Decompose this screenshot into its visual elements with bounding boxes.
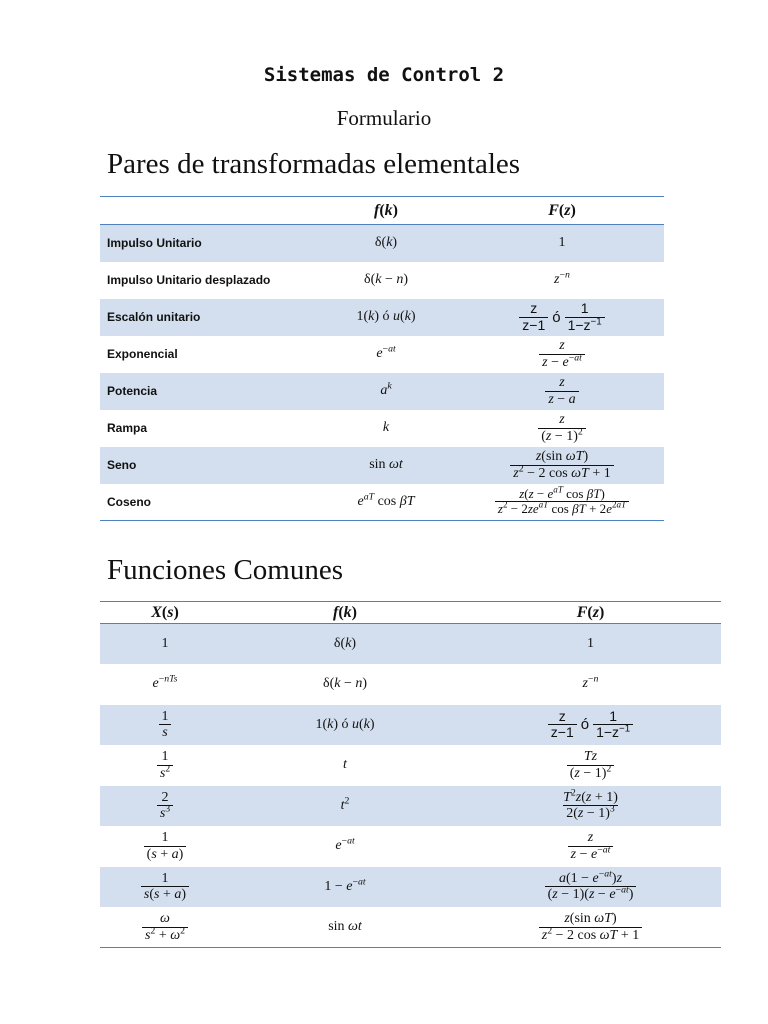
formula-fk: 1(k) ó u(k)	[312, 299, 460, 336]
row-label: Impulso Unitario	[100, 225, 312, 262]
formula-fk: δ(k)	[312, 225, 460, 262]
formula-Fz: $z^{-n}$	[582, 673, 599, 692]
formula-Fz: $\frac{z}{(z - 1)^2}$	[460, 410, 664, 447]
table-row	[100, 745, 721, 786]
formula-Fz: 1	[460, 624, 721, 665]
table-row	[100, 484, 664, 521]
table-row	[100, 624, 721, 665]
formula-Fz: $\frac{z}{z - a}$	[460, 373, 664, 410]
row-label: Coseno	[107, 494, 152, 509]
formula-fk: sin ωt	[328, 919, 362, 934]
row-label: Exponencial	[107, 347, 178, 361]
formula-Xs: 1	[100, 624, 230, 665]
row-label: Escalón unitario	[100, 299, 312, 336]
formula-Fz: $\frac{\text{z(sin ωT)}}{z^2 - 2 \cos \omega T + 1}$	[460, 447, 664, 484]
table-header-row	[100, 602, 721, 624]
table-row	[100, 336, 664, 373]
row-label: Potencia	[100, 373, 312, 410]
document-subtitle: Formulario	[336, 106, 432, 130]
formula-Xs: $\frac{1}{s}$	[100, 705, 230, 746]
document-title: Sistemas de Control 2	[263, 64, 505, 86]
row-label: Impulso Unitario desplazado	[107, 273, 271, 287]
formula-Xs: $\frac{2}{s^3}$	[100, 786, 230, 827]
formula-fk: $e^{-at}$	[335, 835, 355, 854]
header-Fz: F(z)	[460, 197, 664, 225]
formula-Xs: $e^{-nTs}$	[152, 673, 178, 692]
formula-Fz: $\frac{T^2z(z + 1)}{2(z - 1)^3}$	[460, 786, 721, 827]
formula-fk: $a^k$	[312, 373, 460, 410]
formula-fk: sin ωt	[312, 447, 460, 484]
formula-Fz: $\frac{z}{z-1}$ ó $\frac{1}{1-z^{-1}}$	[460, 299, 664, 336]
formula-Fz: $\frac{z}{z-1}$ ó $\frac{1}{1-z^{-1}}$	[460, 705, 721, 746]
table-row	[100, 705, 721, 746]
section-heading-pares: Pares de transformadas elementales	[107, 148, 521, 180]
formula-Fz: $\frac{z(z - e^{aT} \cos \beta T)}{z^2 - 2ze^{aT} \cos \beta T + 2e^{2aT}}$	[460, 484, 664, 521]
formula-Fz: $\frac{Tz}{(z - 1)^2}$	[460, 745, 721, 786]
formula-Xs: $\frac{1}{s^2}$	[100, 745, 230, 786]
table-row	[100, 826, 721, 867]
section-heading-funciones: Funciones Comunes	[107, 554, 344, 586]
table-pares-transformadas	[100, 196, 664, 521]
formula-fk: δ(k − n)	[322, 676, 368, 692]
row-label: Seno	[100, 447, 312, 484]
formula-fk: k	[382, 420, 390, 435]
formula-Xs: $\frac{\omega}{s^2 + \omega^2}$	[100, 907, 230, 948]
formula-Fz: $\frac{z}{z - e^{-at}}$	[460, 826, 721, 867]
formula-Fz: $\frac{\text{z(sin ωT)}}{z^2 - 2 \cos \omega T + 1}$	[460, 907, 721, 948]
formula-Xs: $\frac{1}{s(s + a)}$	[100, 867, 230, 908]
formula-fk: $e^{-at}$	[376, 343, 396, 361]
formula-Fz: $\frac{a(1 - e^{-at})z}{(z - 1)(z - e^{-at})}$	[460, 867, 721, 908]
formula-Fz: $z^{-n}$	[554, 269, 570, 287]
table-row	[100, 410, 664, 447]
table-funciones-comunes	[100, 601, 721, 948]
header-Xs: X(s)	[100, 602, 230, 624]
formula-fk: $t^2$	[230, 786, 460, 827]
table-row	[100, 786, 721, 827]
header-fk: f(k)	[230, 602, 460, 624]
table-row	[100, 299, 664, 336]
formula-Xs: $\frac{1}{(s + a)}$	[100, 826, 230, 867]
table-row	[100, 867, 721, 908]
formula-fk: δ(k − n)	[363, 272, 409, 287]
formula-fk: $e^{aT}$ cos βT	[357, 491, 415, 509]
formula-fk: $1 - e^{-at}$	[230, 867, 460, 908]
table-row	[100, 664, 721, 705]
row-label: Rampa	[107, 421, 148, 435]
header-Fz: F(z)	[460, 602, 721, 624]
table-row	[100, 262, 664, 299]
header-fk: f(k)	[312, 197, 460, 225]
formula-fk: 1(k) ó u(k)	[230, 705, 460, 746]
table-row	[100, 373, 664, 410]
formula-Fz: $\frac{z}{z - e^{-at}}$	[460, 336, 664, 373]
formula-fk: t	[343, 757, 347, 773]
table-row	[100, 225, 664, 262]
table-row	[100, 447, 664, 484]
table-row	[100, 907, 721, 948]
header-empty	[100, 197, 312, 225]
table-header-row	[100, 197, 664, 225]
formula-fk: δ(k)	[230, 624, 460, 665]
formula-Fz: 1	[460, 225, 664, 262]
